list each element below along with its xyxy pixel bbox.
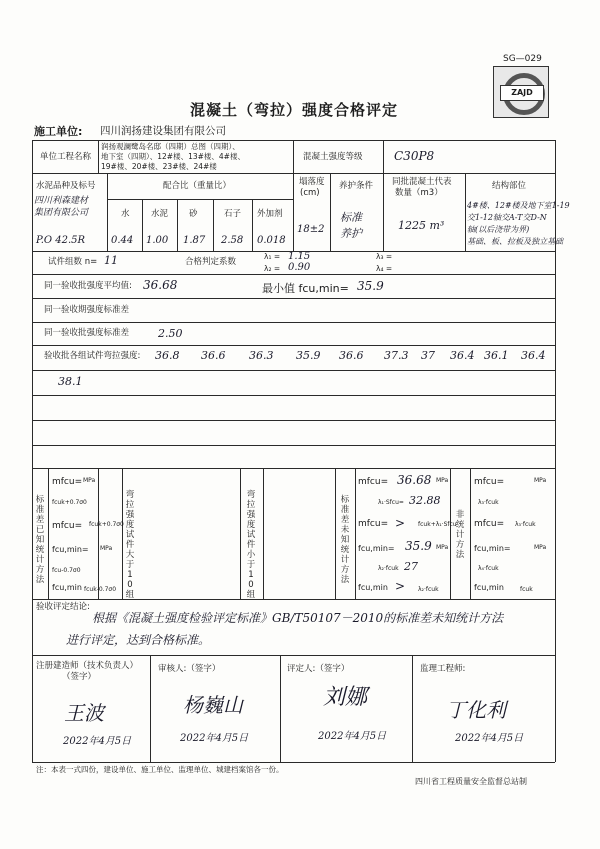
assessor-date: 2022年4月5日: [318, 731, 387, 742]
batch-std-label: 同一验收批强度标准差: [44, 328, 130, 338]
slump-label: 塌落度: [299, 177, 325, 187]
batch-unit: 数量（m3）: [395, 188, 443, 198]
strength-value: 37: [421, 349, 435, 362]
unit-project-label: 单位工程名称: [40, 152, 92, 162]
mix-value-stone: 2.58: [221, 235, 244, 246]
nonstat-fcumin: fcu,min=: [474, 544, 511, 553]
unknown-f2: fcuk+λ₁·Sfcu: [418, 521, 457, 528]
nonstat-fcumin-2: fcu,min: [474, 583, 504, 592]
batch-value: 1225 m³: [398, 219, 445, 232]
nonstat-f2: λ₃·fcuk: [515, 521, 536, 528]
mix-col-stone: 石子: [224, 209, 242, 219]
mix-col-water: 水: [121, 209, 130, 219]
concrete-grade-label: 混凝土强度等级: [303, 152, 363, 162]
logo-text: ZAJD: [500, 85, 544, 101]
strength-value: 36.1: [484, 349, 509, 362]
mix-col-cement: 水泥: [151, 209, 169, 219]
slump-unit: (cm): [300, 188, 320, 198]
mean-value: 36.68: [143, 278, 178, 292]
reviewer-date: 2022年4月5日: [180, 733, 249, 744]
groups-value: 11: [104, 254, 118, 267]
unit-project-line-3: 19#楼、20#楼、23#楼、24#楼: [101, 162, 217, 171]
unknown-fcumin-2: fcu,min: [358, 583, 388, 592]
known-mfcu-2: mfcu=: [52, 521, 83, 531]
unit-project-line-2: 地下室（四期）、12#楼、13#楼、4#楼、: [101, 152, 245, 161]
mean-label: 同一验收批强度平均值:: [44, 281, 132, 291]
known-f1: fcuk+0.7σ0: [52, 499, 87, 506]
structure-line-4: 基础、板、拉板及独立基础: [467, 237, 563, 246]
curing-value-line-1: 标准: [340, 211, 362, 224]
nonstat-f1: λ₃·fcuk: [478, 499, 499, 506]
lambda3-label: λ₃ =: [376, 252, 393, 261]
supervisor-date: 2022年4月5日: [455, 733, 524, 744]
coefficient-label: 合格判定系数: [185, 257, 237, 267]
concrete-grade-value: C30P8: [394, 149, 435, 163]
footer-org: 四川省工程质量安全监督总站制: [415, 777, 527, 786]
structure-line-2: 交1-12轴交A-T交D-N: [467, 213, 547, 222]
unknown-mfcu: mfcu=: [358, 477, 389, 487]
mix-value-admixture: 0.018: [257, 235, 286, 246]
unit-project-line-1: 润扬观澜鹭岛名邸（四期）总图（四期）、: [101, 142, 240, 151]
nonstat-mpa: MPa: [534, 477, 547, 484]
min-label: 最小值 fcu,min=: [262, 282, 349, 295]
cement-maker-line-1: 四川利森建材: [34, 196, 89, 206]
strength-value: 36.6: [201, 349, 226, 362]
mix-value-sand: 1.87: [183, 235, 206, 246]
conclusion-label: 验收评定结论:: [36, 602, 90, 612]
nonstat-f7: fcuk: [520, 586, 533, 593]
strength-value: 36.4: [521, 349, 546, 362]
known-mfcu: mfcu=: [52, 477, 83, 487]
batch-std-value: 2.50: [158, 327, 183, 340]
unknown-fcumin: fcu,min=: [358, 544, 395, 553]
form-code: SG—029: [503, 54, 542, 64]
curing-value-line-2: 养护: [340, 227, 362, 240]
nonstat-mpa-2: MPa: [534, 544, 547, 551]
unknown-f1: λ₁·Sfcu=: [378, 499, 404, 506]
assessor-label: 评定人:（签字）: [287, 664, 350, 674]
mix-col-sand: 砂: [189, 209, 198, 219]
zajd-logo: [493, 66, 549, 118]
method-flexure-gt: 弯拉强度试件大于10组: [125, 490, 135, 600]
min-value: 35.9: [357, 279, 384, 293]
known-fcumin-2: fcu,min: [52, 583, 82, 592]
assessor-signature: 刘娜: [323, 685, 368, 710]
strength-value: 36.6: [339, 349, 364, 362]
conclusion-line-1: 根据《混凝土强度检验评定标准》GB/T50107－2010的标准差未知统计方法: [92, 611, 504, 625]
known-f5: fcuk-0.7σ0: [84, 586, 117, 593]
method-nonstat-label: 非统计方法: [455, 510, 465, 560]
unknown-mfcu-2: mfcu=: [358, 519, 389, 529]
slump-value: 18±2: [297, 224, 325, 235]
construction-unit-label: 施工单位:: [34, 125, 83, 138]
supervisor-label: 监理工程师:: [420, 664, 466, 674]
reviewer-label: 审核人:（签字）: [158, 664, 221, 674]
structure-line-1: 4#楼、12#楼及地下室1-19: [467, 201, 570, 210]
method-unknown-label: 标准差未知统计方法: [340, 495, 350, 585]
known-mpa: MPa: [83, 477, 96, 484]
unknown-f3: λ₂·fcuk: [378, 565, 399, 572]
engineer-label-sign: （签字）: [62, 672, 97, 682]
strength-value: 38.1: [58, 375, 83, 388]
unknown-gt: >: [395, 516, 406, 530]
unknown-mfcu-value: 36.68: [397, 473, 432, 487]
nonstat-f3: λ₄·fcuk: [478, 565, 499, 572]
unknown-gt-2: >: [395, 579, 406, 593]
method-flexure-lt: 弯拉强度试件小于10组: [246, 490, 256, 600]
unknown-f3-value: 27: [404, 560, 418, 573]
cement-type-label: 水泥品种及标号: [36, 181, 96, 191]
method-known-label: 标准差已知统计方法: [35, 495, 45, 585]
mix-col-admixture: 外加剂: [257, 209, 283, 219]
values-label: 验收批各组试件弯拉强度:: [44, 351, 141, 361]
lambda1-value: 1.15: [288, 251, 311, 262]
strength-value: 36.3: [249, 349, 274, 362]
engineer-date: 2022年4月5日: [63, 736, 132, 747]
mix-value-water: 0.44: [111, 235, 134, 246]
strength-value: 36.4: [450, 349, 475, 362]
batch-label: 同批混凝土代表: [392, 177, 452, 187]
engineer-label: 注册建造师（技术负责人）: [36, 661, 139, 671]
nonstat-mfcu: mfcu=: [474, 477, 505, 487]
lambda2-value: 0.90: [288, 262, 311, 273]
engineer-signature: 王波: [64, 701, 104, 725]
structure-line-3: 轴(以后浇带为界): [467, 225, 530, 234]
conclusion-line-2: 进行评定，达到合格标准。: [66, 633, 211, 647]
unknown-mpa: MPa: [436, 477, 449, 484]
lambda4-label: λ₄ =: [376, 264, 393, 273]
known-f4: fcu-0.7σ0: [52, 567, 81, 574]
lambda2-label: λ₂ =: [264, 264, 281, 273]
strength-value: 36.8: [155, 349, 180, 362]
unknown-f4: λ₂·fcuk: [418, 586, 439, 593]
mix-value-cement: 1.00: [146, 235, 169, 246]
construction-unit-value: 四川润扬建设集团有限公司: [100, 125, 226, 137]
structure-label: 结构部位: [492, 181, 527, 191]
curing-label: 养护条件: [339, 181, 374, 191]
mix-ratio-label: 配合比（重量比）: [163, 181, 232, 191]
strength-value: 35.9: [296, 349, 321, 362]
unknown-f1-value: 32.88: [409, 494, 441, 507]
page-title: 混凝土（弯拉）强度合格评定: [190, 101, 399, 119]
supervisor-signature: 丁化利: [446, 698, 506, 722]
groups-label: 试件组数 n=: [48, 257, 98, 267]
known-f1-2: fcuk+0.7σ0: [89, 521, 124, 528]
cement-grade-value: P.O 42.5R: [36, 235, 86, 246]
known-mpa-2: MPa: [100, 545, 113, 552]
unknown-min-value: 35.9: [405, 539, 432, 553]
lambda1-label: λ₁ =: [264, 252, 281, 261]
nonstat-mfcu-2: mfcu=: [474, 519, 505, 529]
cement-maker-line-2: 集团有限公司: [34, 208, 89, 218]
strength-value: 37.3: [384, 349, 409, 362]
reviewer-signature: 杨巍山: [183, 693, 243, 717]
known-std-label: 同一验收期强度标准差: [44, 305, 130, 315]
known-fcumin: fcu,min=: [52, 545, 89, 554]
unknown-mpa-2: MPa: [436, 544, 449, 551]
footer-note: 注：本表一式四份，建设单位、施工单位、监理单位、城建档案馆各一份。: [36, 765, 284, 774]
